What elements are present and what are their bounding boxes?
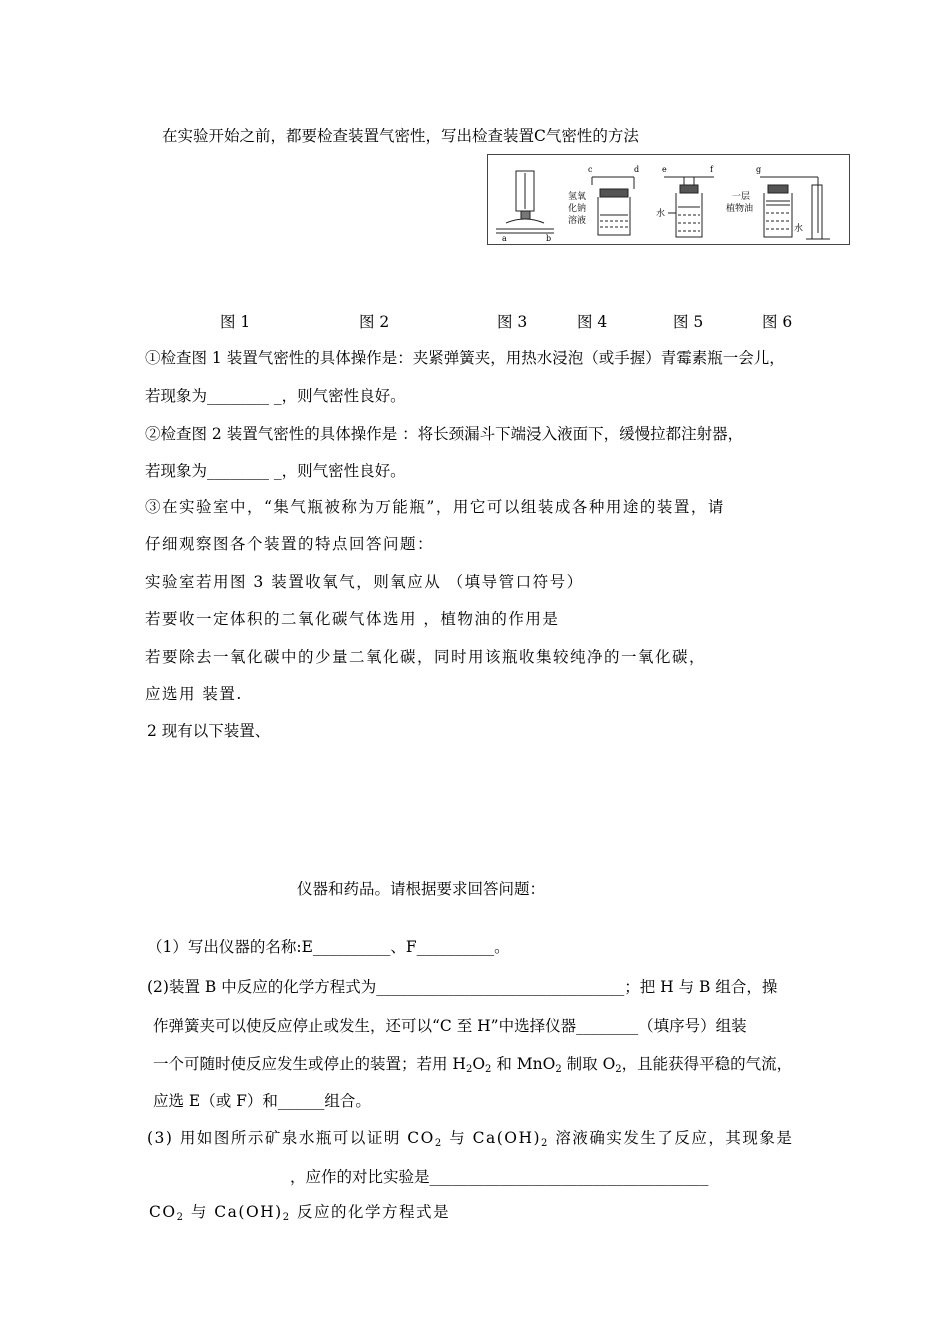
q2-part1: （1）写出仪器的名称:E__________、F__________。 bbox=[147, 938, 510, 956]
q1-step3-a: ③在实验室中，“集气瓶被称为万能瓶”，用它可以组装成各种用途的装置，请 bbox=[145, 498, 725, 516]
q2-part2-b: 作弹簧夹可以使反应停止或发生，还可以“C 至 H”中选择仪器________（填序号）组装 bbox=[153, 1017, 747, 1035]
water-label-1: 水 bbox=[656, 209, 666, 219]
fig-caption-3: 图 3 bbox=[497, 313, 528, 331]
apparatus-figure bbox=[487, 154, 850, 245]
q1-step3-b: 仔细观察图各个装置的特点回答问题： bbox=[145, 535, 435, 553]
apparatus-diagram bbox=[488, 155, 849, 244]
q2-part3-a-sub2: 2 bbox=[541, 1138, 549, 1149]
q2-part2-c-text4: 制取 O bbox=[561, 1055, 616, 1073]
q2-title: 2 现有以下装置、 bbox=[147, 722, 271, 740]
naoh-label-3: 溶液 bbox=[568, 216, 587, 226]
q2-part2-c-sub1: 2 bbox=[465, 1064, 473, 1075]
label-e: e bbox=[662, 165, 667, 174]
q1-step3-c: 实验室若用图 3 装置收氧气，则氧应从 （填导管口符号） bbox=[145, 573, 584, 591]
fig-caption-6: 图 6 bbox=[762, 313, 793, 331]
q2-part2-c-text3: 和 MnO bbox=[491, 1055, 556, 1073]
label-f: f bbox=[710, 165, 713, 174]
q2-subtitle: 仪器和药品。请根据要求回答问题： bbox=[297, 880, 546, 898]
q2-part3-c bbox=[149, 1202, 450, 1222]
fig2-apparatus bbox=[592, 177, 634, 235]
q2-part2-c bbox=[153, 1054, 792, 1074]
q2-part2-c-text5: ，且能获得平稳的气流， bbox=[621, 1055, 793, 1073]
label-a: a bbox=[502, 234, 507, 243]
label-c: c bbox=[588, 165, 593, 174]
q2-part3-c-sub2: 2 bbox=[282, 1212, 291, 1223]
q2-part2-a: (2)装置 B 中反应的化学方程式为________________________________；把 H 与 B 组合，操 bbox=[147, 978, 778, 996]
q2-part3-c-sub1: 2 bbox=[176, 1212, 185, 1223]
q2-part3-b: ，应作的对比实验是____________________________________ bbox=[290, 1168, 709, 1186]
q2-part3-a-text2: 与 Ca(OH) bbox=[442, 1129, 542, 1147]
oil-label-1: 一层 bbox=[732, 192, 751, 202]
q2-part3-a-sub1: 2 bbox=[434, 1138, 443, 1149]
fig-caption-1: 图 1 bbox=[220, 313, 251, 331]
q2-part2-c-text1: 一个可随时使反应发生或停止的装置；若用 H bbox=[153, 1055, 466, 1073]
label-g: g bbox=[756, 165, 762, 174]
q1-step1-answer: 若现象为________ _，则气密性良好。 bbox=[145, 387, 406, 405]
q1-step1: ①检查图 1 装置气密性的具体操作是：夹紧弹簧夹，用热水浸泡（或手握）青霉素瓶一会儿， bbox=[145, 349, 785, 367]
intro-text: 在实验开始之前，都要检查装置气密性，写出检查装置C气密性的方法 bbox=[162, 127, 639, 145]
water-label-2: 水 bbox=[794, 224, 804, 234]
naoh-label-1: 氢氧 bbox=[568, 192, 587, 202]
q2-part2-c-sub3: 2 bbox=[555, 1064, 562, 1075]
q1-step3-e: 若要除去一氧化碳中的少量二氧化碳，同时用该瓶收集较纯净的一氧化碳， bbox=[145, 648, 707, 666]
q2-part3-a-text1: (3) 用如图所示矿泉水瓶可以证明 CO bbox=[147, 1129, 435, 1147]
naoh-label-2: 化钠 bbox=[568, 204, 587, 214]
q2-part2-d: 应选 E（或 F）和______组合。 bbox=[153, 1092, 371, 1110]
q2-part2-c-text2: O bbox=[472, 1055, 486, 1073]
q2-part2-c-sub2: 2 bbox=[485, 1064, 492, 1075]
fig-caption-5: 图 5 bbox=[673, 313, 704, 331]
q1-step3-f: 应选用 装置. bbox=[145, 685, 243, 703]
q2-part3-a bbox=[147, 1128, 793, 1148]
q2-part2-c-sub4: 2 bbox=[615, 1064, 622, 1075]
q2-part3-c-text3: 反应的化学方程式是 bbox=[290, 1203, 451, 1221]
q2-part3-c-text1: CO bbox=[149, 1203, 177, 1221]
label-b: b bbox=[546, 234, 552, 243]
q2-part3-a-text3: 溶液确实发生了反应，其现象是 bbox=[548, 1129, 794, 1147]
fig1-apparatus bbox=[496, 171, 554, 233]
q1-step2: ②检查图 2 装置气密性的具体操作是 ：将长颈漏斗下端浸入液面下，缓慢拉都注射器， bbox=[145, 425, 744, 443]
q1-step3-d: 若要收一定体积的二氧化碳气体选用 ，植物油的作用是 bbox=[145, 610, 560, 628]
label-d: d bbox=[634, 165, 640, 174]
q1-step2-answer: 若现象为________ _，则气密性良好。 bbox=[145, 462, 406, 480]
fig3-apparatus bbox=[664, 177, 714, 237]
oil-label-2: 植物油 bbox=[726, 204, 754, 214]
fig-caption-2: 图 2 bbox=[359, 313, 390, 331]
fig-caption-4: 图 4 bbox=[577, 313, 608, 331]
q2-part3-c-text2: 与 Ca(OH) bbox=[184, 1203, 283, 1221]
